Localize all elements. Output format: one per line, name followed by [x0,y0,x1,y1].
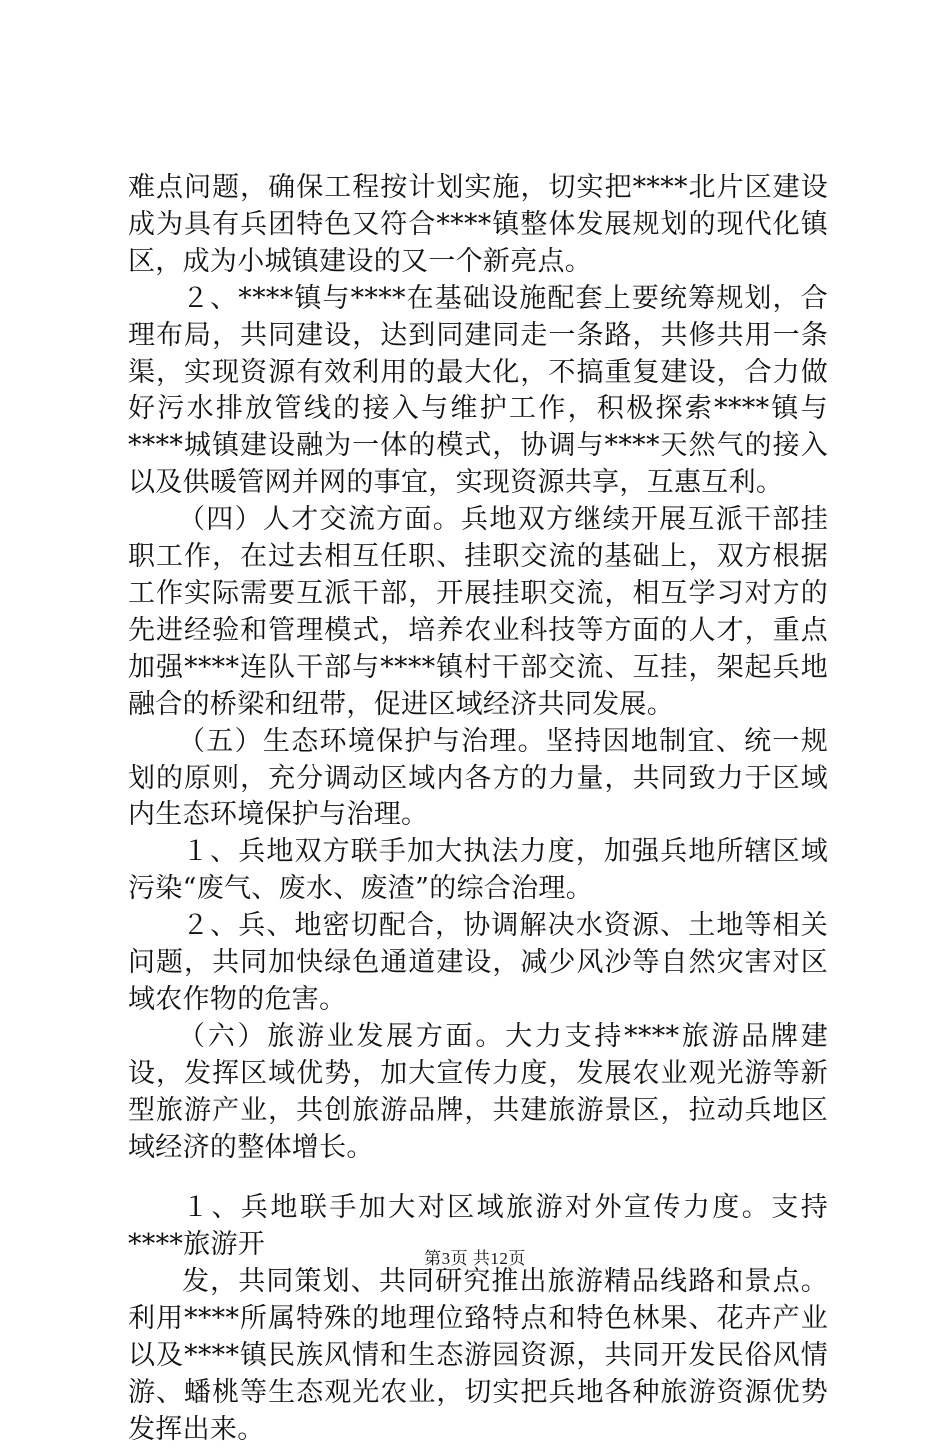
page-footer: 第3页 共12页 [424,1249,526,1268]
paragraph-7: （六）旅游业发展方面。大力支持****旅游品牌建设，发挥区域优势，加大宣传力度，发展农业观光游等新型旅游产业，共创旅游品牌，共建旅游景区，拉动兵地区域经济的整体增长。 [128,1020,828,1163]
paragraph-6: ２、兵、地密切配合，协调解决水资源、土地等相关问题，共同加快绿色通道建设，减少风沙等自然灾害对区域农作物的危害。 [128,910,828,1015]
paragraph-4: （五）生态环境保护与治理。坚持因地制宜、统一规划的原则，充分调动区域内各方的力量，共同致力于区域内生态环境保护与治理。 [128,725,828,831]
paragraph-2: ２、****镇与****在基础设施配套上要统筹规划，合理布局，共同建设，达到同建同走一条路，共修共用一条渠，实现资源有效利用的最大化，不搞重复建设，合力做好污水排放管线的接入与维护工作，积极探索****镇与****城镇建设融为一体的模式，协调与****天然气的接入以及供暖管网并网的事宜，实现资源共享，互惠互利。 [128,282,828,499]
paragraph-9: 发，共同策划、共同研究推出旅游精品线路和景点。利用****所属特殊的地理位臵特点和特色林果、花卉产业以及****镇民族风情和生态游园资源，共同开发民俗风情游、蟠桃等生态观光农业，切实把兵地各种旅游资源优势发挥出来。 [128,1266,828,1445]
paragraph-1: 难点问题，确保工程按计划实施，切实把****北片区建设成为具有兵团特色又符合****镇整体发展规划的现代化镇区，成为小城镇建设的又一个新亮点。 [128,172,828,277]
paragraph-8: １、兵地联手加大对区域旅游对外宣传力度。支持****旅游开 [128,1192,828,1261]
paragraph-3: （四）人才交流方面。兵地双方继续开展互派干部挂职工作，在过去相互任职、挂职交流的基础上，双方根据工作实际需要互派干部，开展挂职交流，相互学习对方的先进经验和管理模式，培养农业科技等方面的人才，重点加强****连队干部与****镇村干部交流、互挂，架起兵地融合的桥梁和纽带，促进区域经济共同发展。 [128,504,828,720]
paragraph-5: １、兵地双方联手加大执法力度，加强兵地所辖区域污染“废气、废水、废渣”的综合治理。 [128,836,828,905]
